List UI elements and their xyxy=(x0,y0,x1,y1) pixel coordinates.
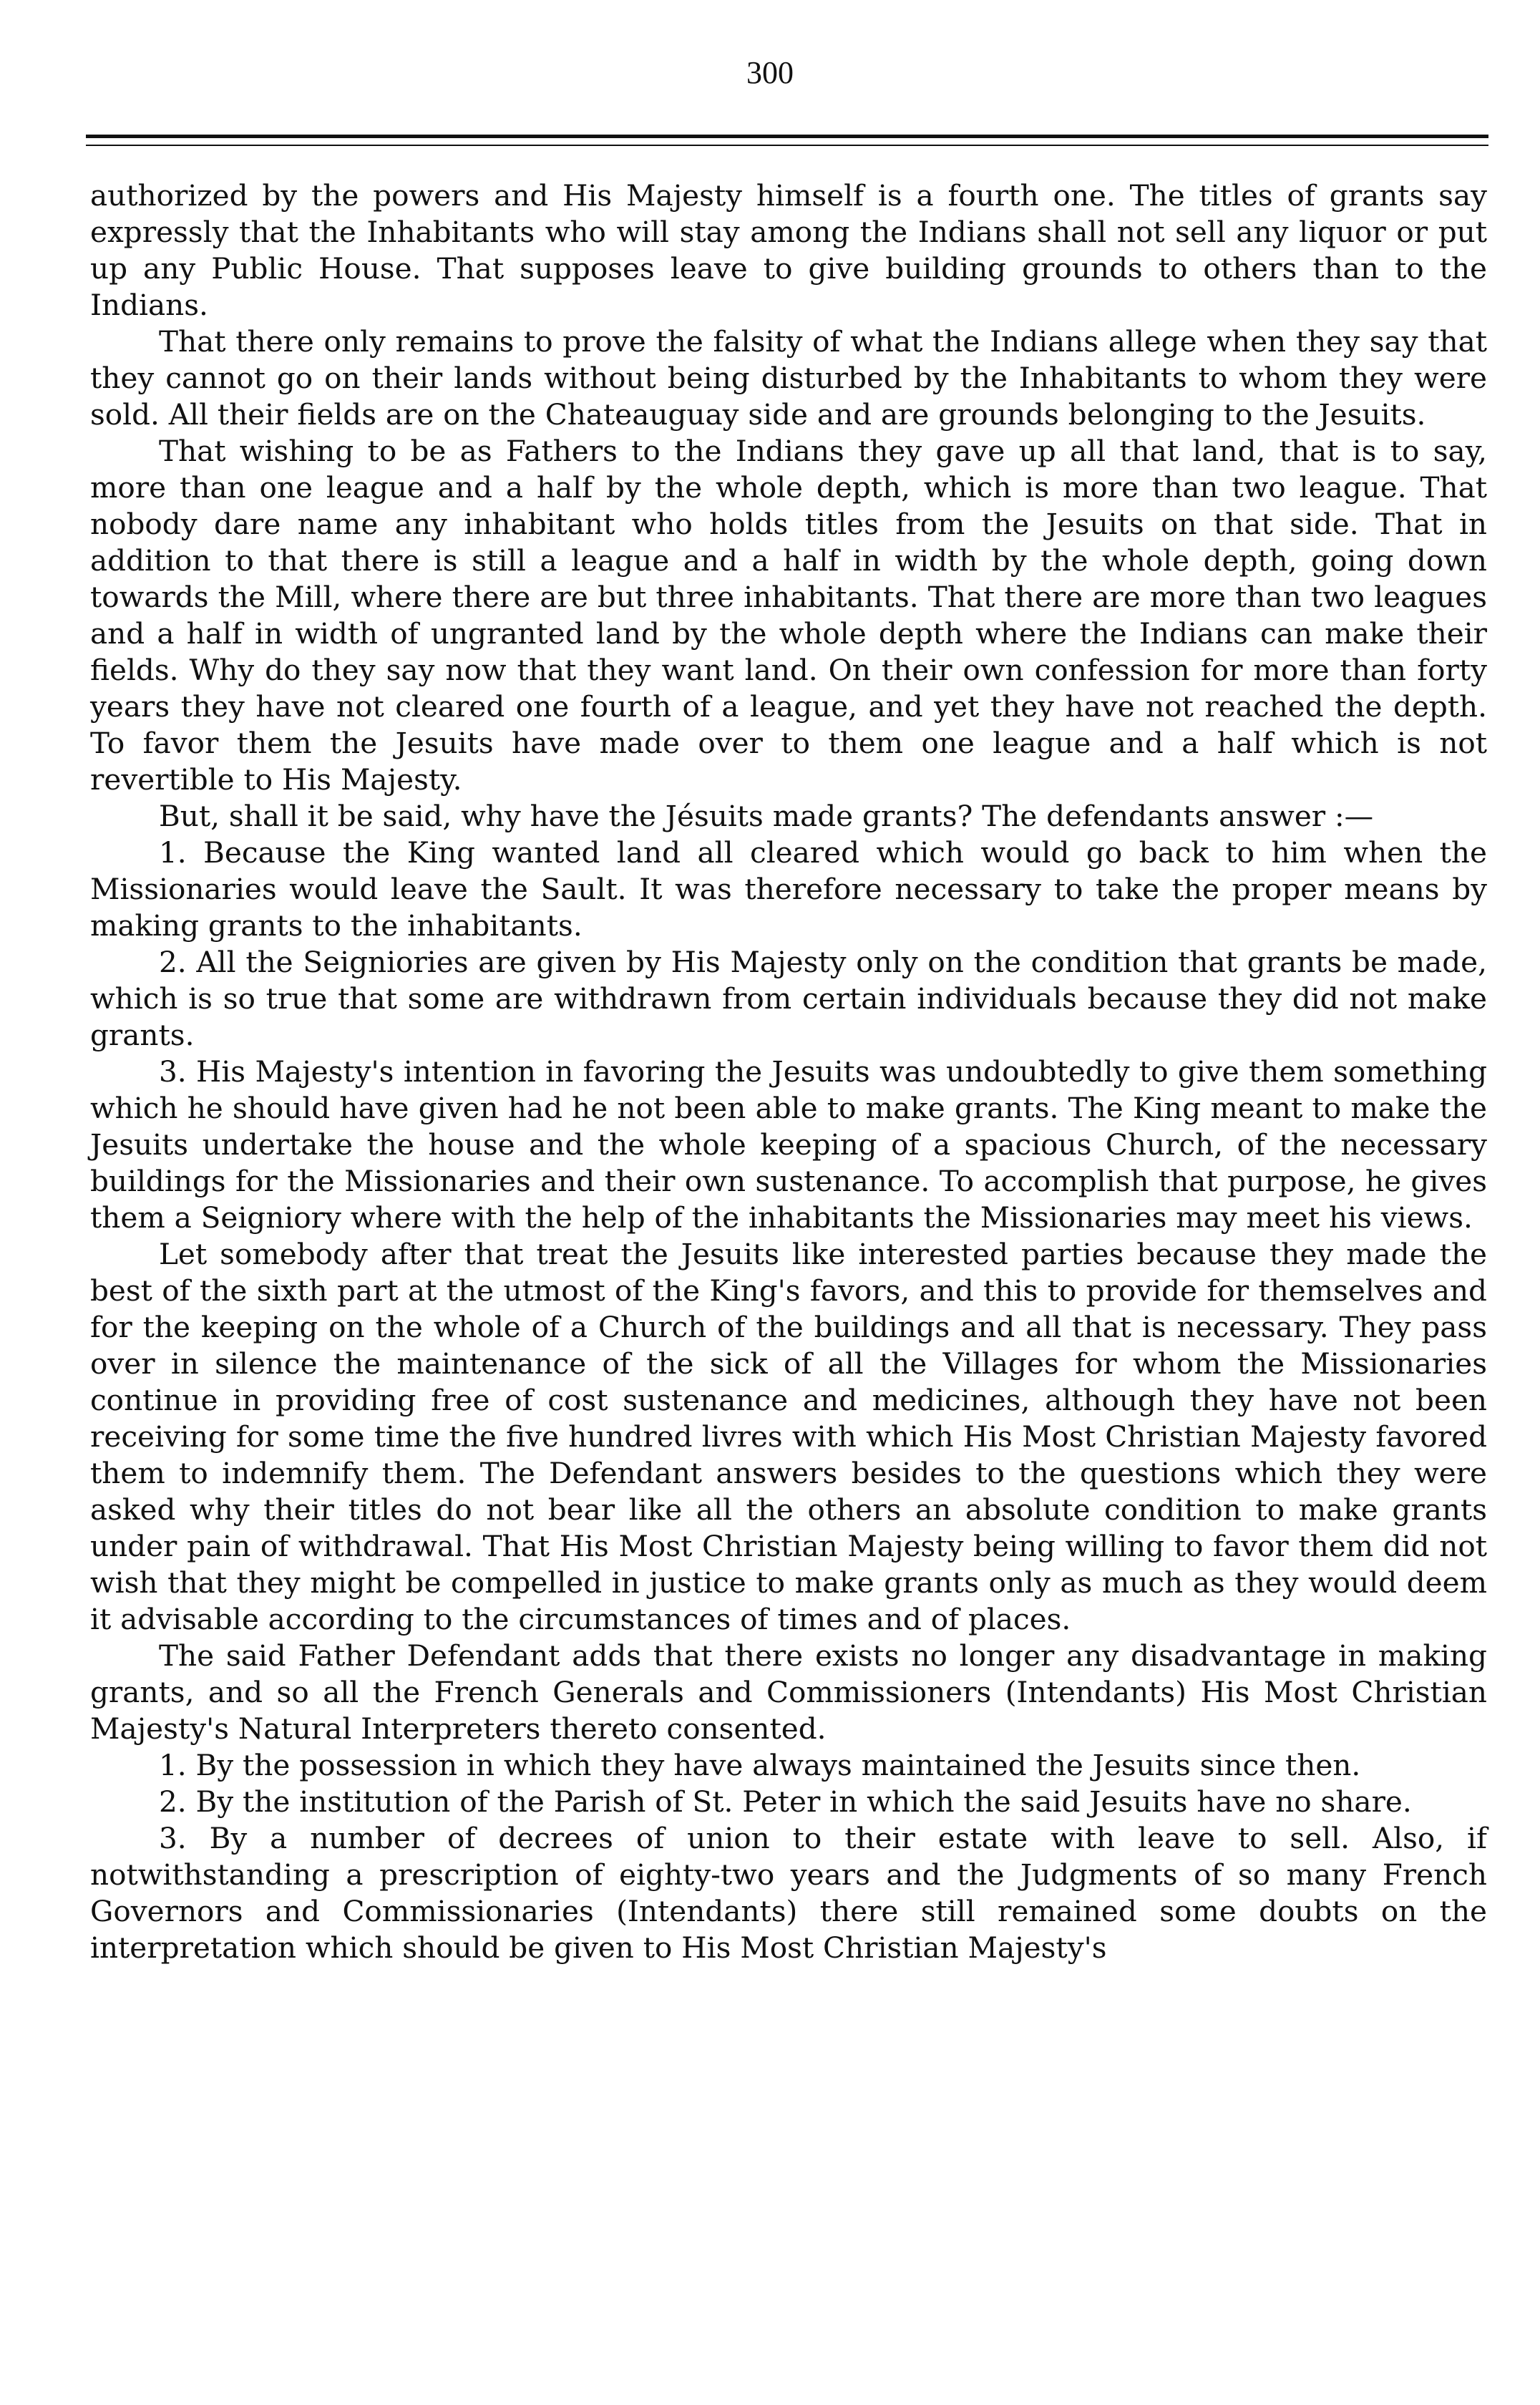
paragraph: 2. By the institution of the Parish of St. Peter in which the said Jesuits have no share. xyxy=(159,1784,1412,1819)
header-rule-thick xyxy=(86,135,1488,138)
paragraph: 2. All the Seigniories are given by His Majesty only on the condition that grants be made, which is so true that some are withdrawn from certain individuals because they did not make grants. xyxy=(90,945,1487,1052)
paragraph: The said Father Defendant adds that there exists no longer any disadvantage in making grants, and so all the French Generals and Commissioners (Intendants) His Most Christian Majesty's Natural Interpreters thereto consented. xyxy=(90,1638,1487,1746)
paragraph: 3. His Majesty's intention in favoring the Jesuits was undoubtedly to give them something which he should have given had he not been able to make grants. The King meant to make the Jesuits undertake the house and the whole keeping of a spacious Church, of the necessary buildings for the Missionaries and their own sustenance. To accomplish that purpose, he gives them a Seigniory where with the help of the inhabitants the Missionaries may meet his views. xyxy=(90,1054,1487,1235)
paragraph: Let somebody after that treat the Jesuits like interested parties because they made the best of the sixth part at the utmost of the King's favors, and this to provide for themselves and for the keeping on the whole of a Church of the buildings and all that is necessary. They pass over in silence the maintenance of the sick of all the Villages for whom the Missionaries continue in providing free of cost sustenance and medicines, although they have not been receiving for some time the five hundred livres with which His Most Christian Majesty favored them to indemnify them. The Defendant answers besides to the questions which they were asked why their titles do not bear like all the others an absolute condition to make grants under pain of withdrawal. That His Most Christian Majesty being willing to favor them did not wish that they might be compelled in justice to make grants only as much as they would deem it advisable according to the circumstances of times and of places. xyxy=(90,1237,1487,1636)
paragraph: But, shall it be said, why have the Jésuits made grants? The defendants answer :— xyxy=(159,799,1374,833)
paragraph: 3. By a number of decrees of union to their estate with leave to sell. Also, if notwithstanding a prescription of eighty-two years and the Judgments of so many French Governors and Commissionaries (Intendants) there still remained some doubts on the interpretation which should be given to His Most Christian Majesty's xyxy=(90,1821,1487,1965)
paragraph: That wishing to be as Fathers to the Indians they gave up all that land, that is to say, more than one league and a half by the whole depth, which is more than two league. That nobody dare name any inhabitant who holds titles from the Jesuits on that side. That in addition to that there is still a league and a half in width by the whole depth, going down towards the Mill, where there are but three inhabitants. That there are more than two leagues and a half in width of ungranted land by the whole depth where the Indians can make their fields. Why do they say now that they want land. On their own confession for more than forty years they have not cleared one fourth of a league, and yet they have not reached the depth. To favor them the Jesuits have made over to them one league and a half which is not revertible to His Majesty. xyxy=(90,434,1487,797)
page-number: 300 xyxy=(746,55,794,90)
paragraph: authorized by the powers and His Majesty himself is a fourth one. The titles of grants say expressly that the Inhabitants who will stay among the Indians shall not sell any liquor or put up any Public House. That supposes leave to give building grounds to others than to the Indians. xyxy=(90,178,1487,322)
header-rule-thin xyxy=(86,145,1488,146)
body-text xyxy=(90,178,1487,1966)
paragraph: 1. Because the King wanted land all cleared which would go back to him when the Missionaries would leave the Sault. It was therefore necessary to take the proper means by making grants to the inhabitants. xyxy=(90,835,1487,943)
paragraph: That there only remains to prove the falsity of what the Indians allege when they say that they cannot go on their lands without being disturbed by the Inhabitants to whom they were sold. All their fields are on the Chateauguay side and are grounds belonging to the Jesuits. xyxy=(90,324,1487,432)
paragraph: 1. By the possession in which they have always maintained the Jesuits since then. xyxy=(159,1748,1361,1782)
